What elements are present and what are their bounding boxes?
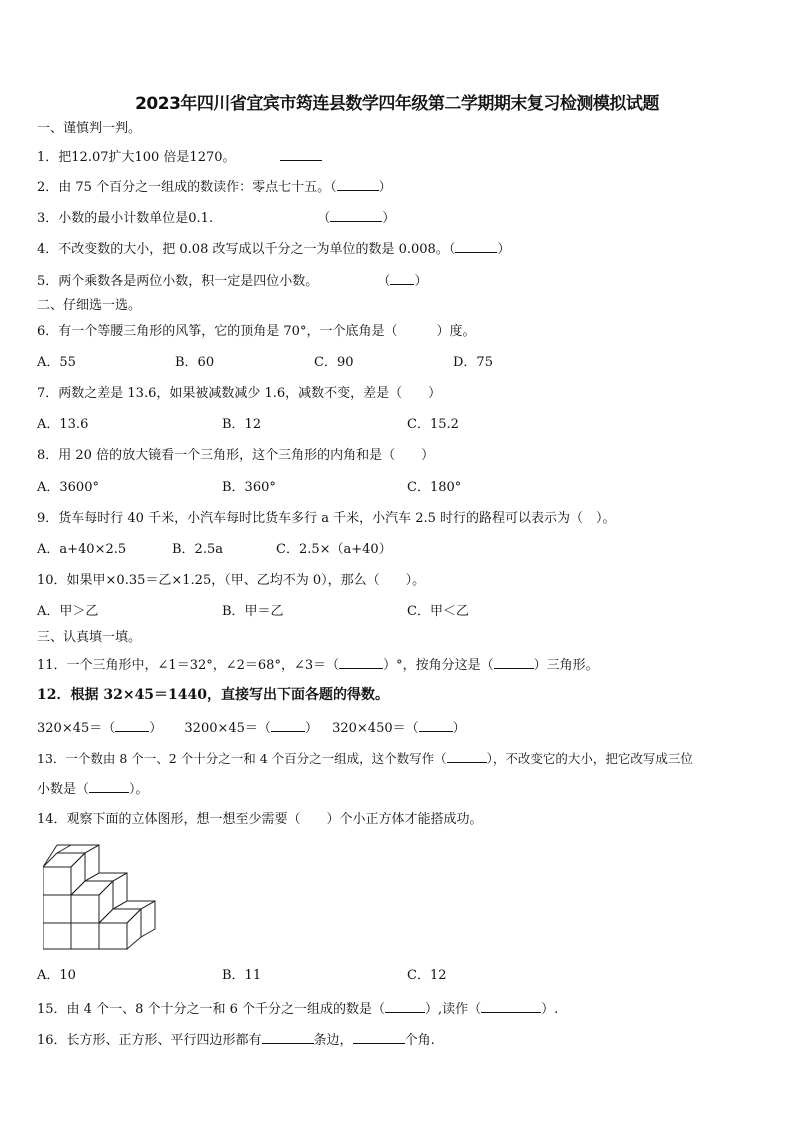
question-10: 10．如果甲×0.35＝乙×1.25，（甲、乙均不为 0），那么（ ）。: [37, 573, 426, 588]
answer-blank[interactable]: [115, 719, 149, 732]
option-b[interactable]: B．12: [222, 417, 262, 432]
option-b[interactable]: B．11: [222, 968, 262, 983]
answer-blank[interactable]: [419, 719, 453, 732]
question-14: 14．观察下面的立体图形，想一想至少需要（ ）个小正方体才能搭成功。: [37, 812, 483, 827]
question-1: [37, 148, 322, 166]
answer-blank[interactable]: [339, 656, 383, 669]
question-9: 9．货车每时行 40 千米，小汽车每时比货车多行 a 千米，小汽车 2.5 时行的路程可以表示为（ ）。: [37, 511, 616, 526]
question-3: 3．小数的最小计数单位是0.1. （ ）: [37, 211, 396, 226]
question-15: 15．由 4 个一、8 个十分之一和 6 个千分之一组成的数是（ ）,读作（ ）.: [37, 1002, 559, 1017]
question-13: 13．一个数由 8 个一、2 个十分之一和 4 个百分之一组成，这个数写作（ ），不改变它的大小，把它改写成三位: [37, 751, 693, 766]
answer-blank[interactable]: [390, 272, 414, 285]
question-5: 5．两个乘数各是两位小数，积一定是四位小数。 （ ）: [37, 274, 428, 289]
option-a[interactable]: A．10: [37, 968, 76, 983]
answer-blank[interactable]: [385, 1000, 425, 1013]
question-1-text: 1．把12.07扩大100 倍是1270。: [37, 150, 236, 165]
option-c[interactable]: C．12: [407, 968, 447, 983]
section-heading-1: 一、谨慎判一判。: [37, 121, 142, 136]
answer-blank[interactable]: [271, 719, 305, 732]
option-a[interactable]: A．甲＞乙: [37, 604, 99, 619]
question-6: 6．有一个等腰三角形的风筝，它的顶角是 70°，一个底角是（ ）度。: [37, 324, 476, 339]
option-c[interactable]: C．180°: [407, 480, 462, 495]
option-a[interactable]: A．13.6: [37, 417, 89, 432]
section-heading-2: 二、仔细选一选。: [37, 298, 142, 313]
answer-blank[interactable]: [337, 178, 379, 191]
question-12: 12．根据 32×45＝1440，直接写出下面各题的得数。: [37, 687, 390, 703]
option-a[interactable]: A．a+40×2.5: [37, 542, 127, 557]
question-13-line-2: 小数是（ ）。: [37, 782, 149, 797]
option-b[interactable]: B．360°: [222, 480, 276, 495]
option-b[interactable]: B．2.5a: [172, 542, 223, 557]
answer-blank[interactable]: [455, 240, 497, 253]
option-d[interactable]: D．75: [453, 355, 493, 370]
question-8: 8．用 20 倍的放大镜看一个三角形，这个三角形的内角和是（ ）: [37, 448, 435, 463]
question-16: 16．长方形、正方形、平行四边形都有 条边， 个角.: [37, 1033, 435, 1048]
question-11: 11．一个三角形中，∠1＝32°，∠2＝68°，∠3＝（ ）°，按角分这是（ ）三角形。: [37, 658, 599, 673]
answer-blank[interactable]: [262, 1031, 314, 1044]
answer-blank[interactable]: [481, 1000, 541, 1013]
option-b[interactable]: B．60: [175, 355, 215, 370]
option-c[interactable]: C．2.5×（a+40）: [276, 542, 392, 557]
answer-blank[interactable]: [447, 750, 487, 763]
option-c[interactable]: C．15.2: [407, 417, 459, 432]
option-a[interactable]: A．55: [37, 355, 76, 370]
question-12-parts: 320×45＝（ ） 3200×45＝（ ） 320×450＝（ ）: [37, 721, 466, 736]
answer-blank[interactable]: [330, 209, 382, 222]
answer-blank[interactable]: [89, 780, 129, 793]
option-a[interactable]: A．3600°: [37, 480, 99, 495]
question-2: 2．由 75 个百分之一组成的数读作：零点七十五。（ ）: [37, 180, 392, 195]
option-b[interactable]: B．甲＝乙: [222, 604, 284, 619]
page-title: 2023年四川省宜宾市筠连县数学四年级第二学期期末复习检测模拟试题: [135, 94, 659, 114]
question-7: 7．两数之差是 13.6，如果被减数减少 1.6，减数不变，差是（ ）: [37, 386, 442, 401]
answer-blank[interactable]: [353, 1031, 405, 1044]
option-c[interactable]: C．甲＜乙: [407, 604, 469, 619]
cube-stack-figure: [43, 843, 159, 951]
answer-blank[interactable]: [280, 148, 322, 161]
section-heading-3: 三、认真填一填。: [37, 630, 142, 645]
answer-blank[interactable]: [494, 656, 534, 669]
option-c[interactable]: C．90: [314, 355, 354, 370]
cube-stack-drawing: [43, 845, 155, 949]
question-4: 4．不改变数的大小，把 0.08 改写成以千分之一为单位的数是 0.008。（ ）: [37, 242, 511, 257]
